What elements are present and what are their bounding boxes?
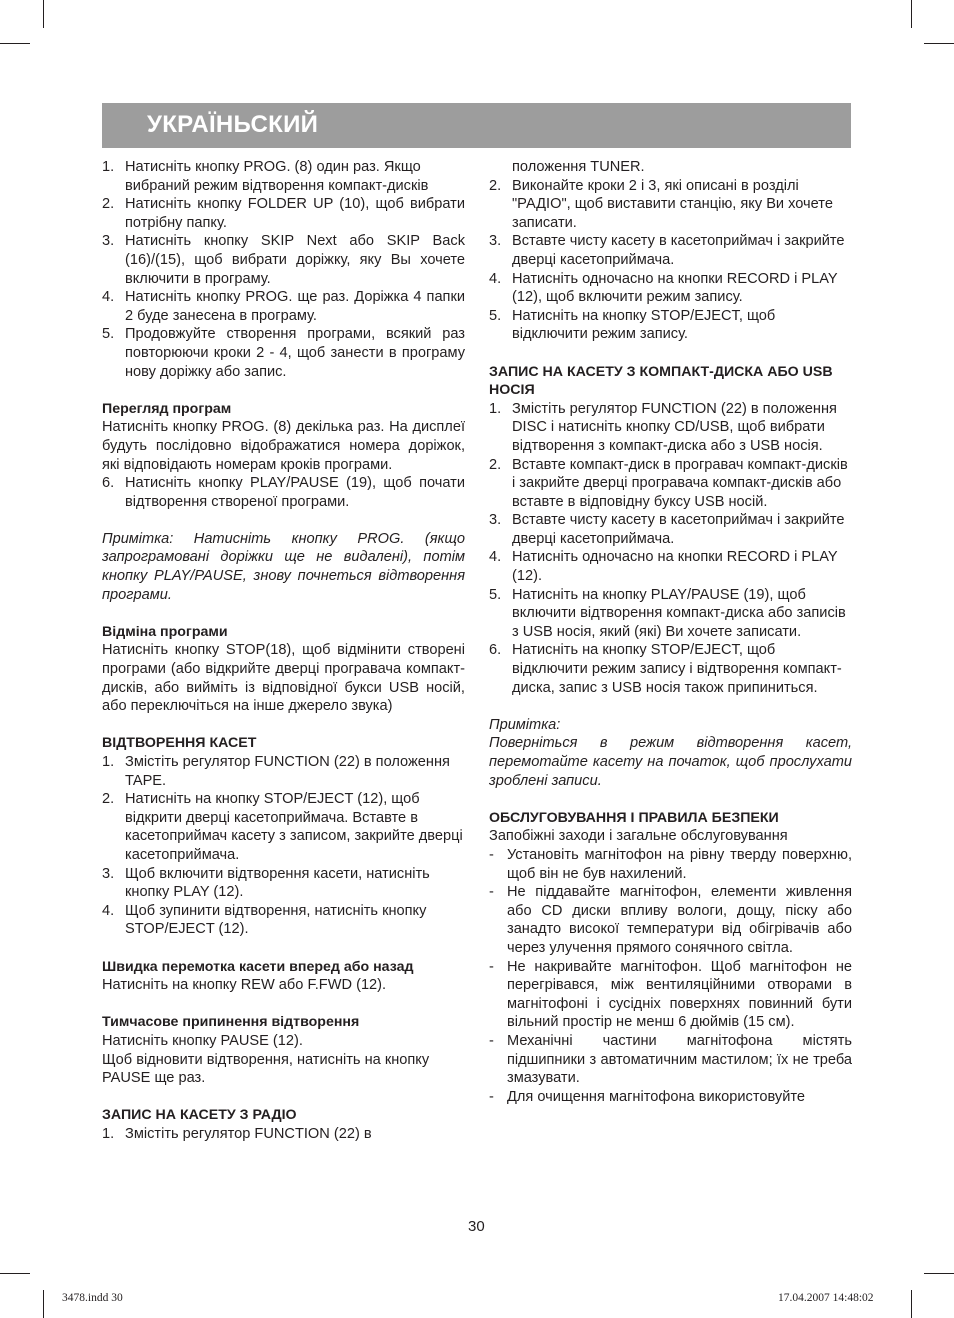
paragraph: Натисніть кнопку STOP(18), щоб відмінити створені програми (або відкрийте дверці програвача компакт-дисків, або вийміть із відповідної букси USB носій, або переключіться на інше джерело звука) [102, 642, 465, 715]
list-item: 1. Змістіть регулятор FUNCTION (22) в положення TAPE. [102, 754, 450, 789]
list-item: 3. Вставте чисту касету в касетоприймач і закрийте дверці касетоприймача. [489, 512, 845, 547]
subheading-pause: Тимчасове припинення відтворення [102, 1014, 360, 1031]
footer-filename: 3478.indd 30 [62, 1292, 123, 1304]
list-item: 2. Натисніть кнопку FOLDER UP (10), щоб вибрати потрібну папку. [102, 196, 465, 231]
note-label: Примітка: [489, 716, 561, 733]
paragraph: Натисніть на кнопку REW або F.FWD (12). [102, 977, 387, 994]
list-item: - Механічні частини магнітофона містять підшипники з автоматичним мастилом; їх не треба змазувати. [489, 1032, 852, 1087]
crop-mark [924, 43, 954, 44]
list-item: 4. Натисніть одночасно на кнопки RECORD і PLAY (12), щоб включити режим запису. [489, 270, 838, 306]
crop-mark [43, 1290, 44, 1318]
list-item: 2. Виконайте кроки 2 і 3, які описані в розділі "РАДІО", щоб виставити станцію, яку Ви хочете записати. [489, 177, 833, 231]
paragraph: Натисніть кнопку PAUSE (12). [102, 1032, 303, 1049]
section-title: УКРАЇНЬСКИЙ [147, 111, 319, 138]
crop-mark [911, 1290, 912, 1318]
paragraph: Запобіжні заходи і загальне обслуговування [489, 828, 788, 845]
crop-mark [911, 0, 912, 28]
crop-mark [43, 0, 44, 28]
list-item: 2. Вставте компакт-диск в програвач компакт-дисків і закрийте дверці програвача компакт-дисків або вставте в відповідну буксу USB носій. [489, 456, 848, 510]
list-item: - Не піддавайте магнітофон, елементи живлення або CD диски впливу вологи, дощу, піску або занадто високої температури від обігрівачів або через улучення прямого сонячного світла. [489, 884, 852, 956]
section-heading-cd-record: ЗАПИС НА КАСЕТУ З КОМПАКТ-ДИСКА АБО USB НОСІЯ [489, 363, 833, 399]
list-item: 1. Змістіть регулятор FUNCTION (22) в [102, 1125, 372, 1142]
list-item: - Не накривайте магнітофон. Щоб магнітофон не перегрівався, між вентиляційними отворами в магнітофоні і сусідніх поверхнях повинний бути вільний простір не менш 6 дюймів (15 см). [489, 958, 852, 1031]
list-item: 4. Натисніть одночасно на кнопки RECORD і PLAY (12). [489, 549, 838, 585]
crop-mark [924, 1273, 954, 1274]
list-item: 1. Змістіть регулятор FUNCTION (22) в положення DISC і натисніть кнопку CD/USB, щоб вибрати відтворення з компакт-диска або з USB носія. [489, 400, 837, 454]
subheading-ffwd: Швидка перемотка касети вперед або назад [102, 958, 414, 975]
list-item: - Для очищення магнітофона використовуйте [489, 1088, 805, 1105]
paragraph: Щоб відновити відтворення, натисніть на кнопку PAUSE ще раз. [102, 1051, 430, 1087]
list-item-continuation: положення TUNER. [512, 159, 645, 175]
list-item: 5. Натисніть на кнопку STOP/EJECT, щоб відключити режим запису. [489, 307, 776, 343]
footer-timestamp: 17.04.2007 14:48:02 [778, 1292, 874, 1304]
note: Примітка: Натисніть кнопку PROG. (якщо запрограмовані доріжки ще не видалені), потім кнопку PLAY/PAUSE, знову почнеться відтворення програми. [102, 530, 465, 603]
list-item: 1. Натисніть кнопку PROG. (8) один раз. Якщо вибраний режим відтворення компакт-дисків [102, 159, 429, 194]
section-heading-radio-record: ЗАПИС НА КАСЕТУ З РАДІО [102, 1107, 297, 1124]
list-item: 5. Продовжуйте створення програми, всякий раз повторюючи кроки 2 - 4, щоб занести в програму нову доріжку або запис. [102, 326, 465, 380]
paragraph: Натисніть кнопку PROG. (8) декілька раз. На дисплеї будуть послідовно відображатися номера доріжок, які відповідають номерам кроків програми. [102, 419, 465, 473]
list-item: 6. Натисніть на кнопку STOP/EJECT, щоб відключити режим запису і відтворення компакт-диска, запис з USB носія також припиниться. [489, 642, 842, 696]
list-item: 4. Щоб зупинити відтворення, натисніть кнопку STOP/EJECT (12). [102, 902, 427, 938]
page-number: 30 [468, 1218, 485, 1235]
section-heading-cassette: ВІДТВОРЕННЯ КАСЕТ [102, 735, 257, 752]
subheading-cancel: Відміна програми [102, 623, 228, 640]
list-item: 2. Натисніть на кнопку STOP/EJECT (12), щоб відкрити дверці касетоприймача. Вставте в касетоприймач касету з записом, закрийте дверці касетоприймача. [102, 791, 463, 863]
list-item: 5. Натисніть на кнопку PLAY/PAUSE (19), щоб включити відтворення компакт-диска або записів з USB носія, який (які) Ви хочете записати. [489, 586, 846, 640]
note: Поверніться в режим відтворення касет, перемотайте касету на початок, щоб прослухати зроблені записи. [489, 735, 852, 789]
subheading-review: Перегляд програм [102, 400, 232, 417]
section-heading-safety: ОБСЛУГОВУВАННЯ І ПРАВИЛА БЕЗПЕКИ [489, 809, 779, 826]
right-column [489, 158, 852, 1106]
list-item: 6. Натисніть кнопку PLAY/PAUSE (19), щоб почати відтворення створеної програми. [102, 475, 465, 510]
list-item: 3. Вставте чисту касету в касетоприймач і закрийте дверці касетоприймача. [489, 233, 845, 268]
crop-mark [0, 43, 30, 44]
list-item: 3. Натисніть кнопку SKIP Next або SKIP Back (16)/(15), щоб вибрати доріжку, яку Вы хочете включити в програму. [102, 233, 465, 287]
crop-mark [0, 1273, 30, 1274]
list-item: 4. Натисніть кнопку PROG. ще раз. Доріжка 4 папки 2 буде занесена в програму. [102, 289, 465, 324]
list-item: 3. Щоб включити відтворення касети, натисніть кнопку PLAY (12). [102, 865, 430, 901]
left-column [102, 158, 465, 1143]
list-item: - Установіть магнітофон на рівну тверду поверхню, щоб він не був нахилений. [489, 846, 852, 882]
section-header-bar [102, 103, 851, 148]
